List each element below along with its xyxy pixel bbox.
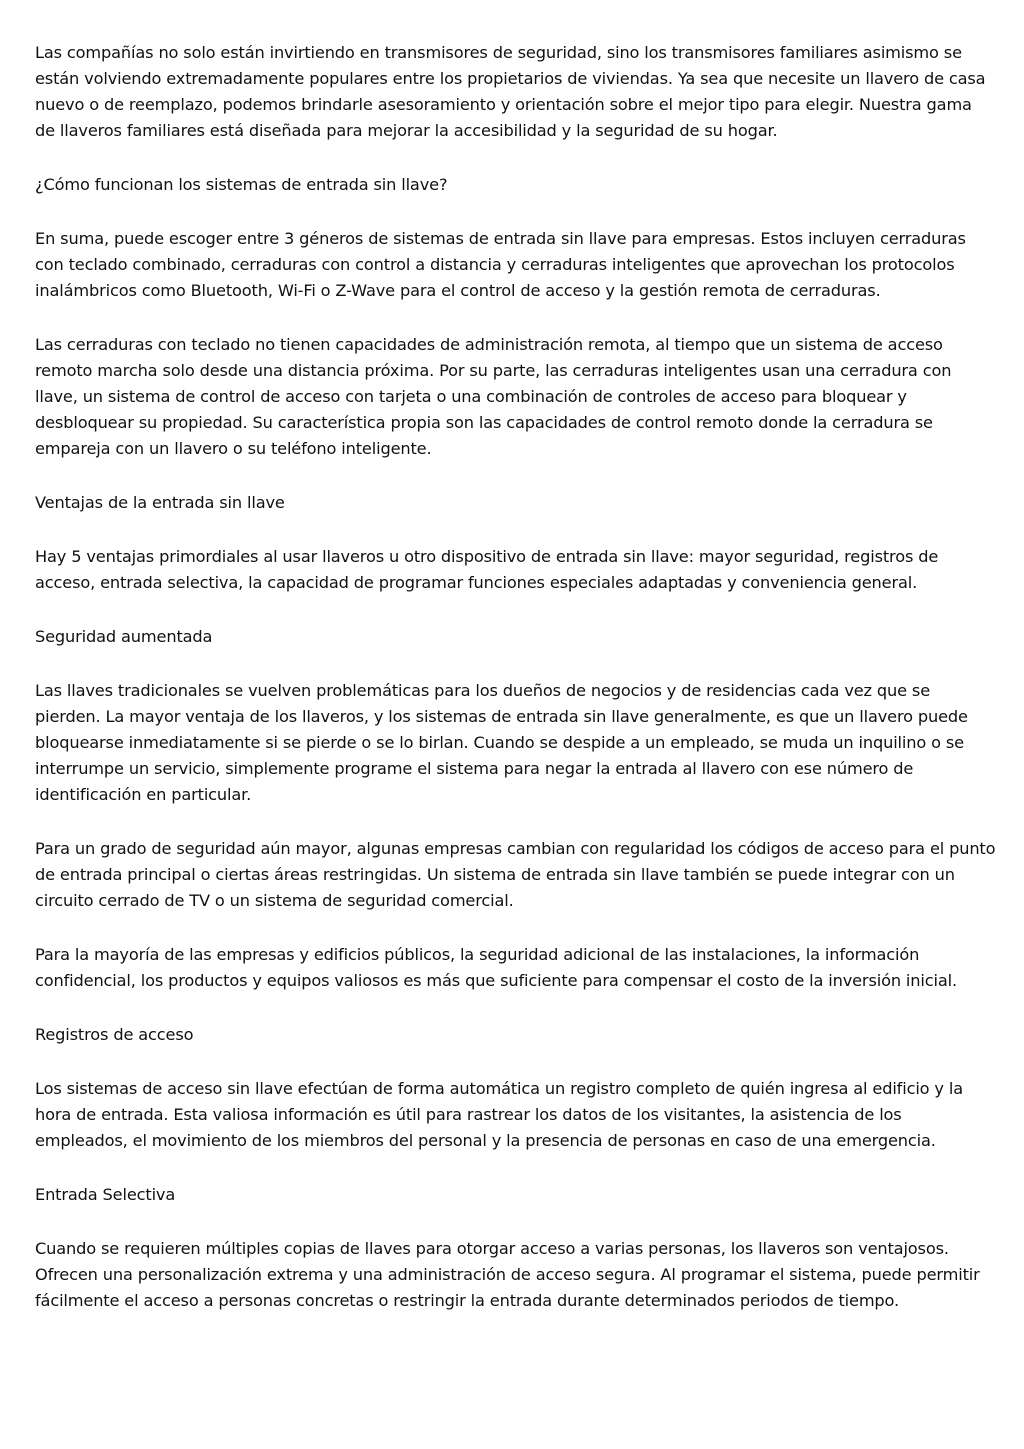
heading-increased-security: Seguridad aumentada (35, 627, 213, 646)
paragraph-intro: Las compañías no solo están invirtiendo en transmisores de seguridad, sino los transmisores familiares asimismo se están volviendo extremadamente populares entre los propietarios de viviendas. Ya sea que necesite un llavero de casa nuevo o de reemplazo, podemos brindarle asesoramiento y orientación sobre el mejor tipo para elegir. Nuestra gama de llaveros familiares está diseñada para mejorar la accesibilidad y la seguridad de su hogar. (35, 43, 986, 140)
heading-how-keyless-works: ¿Cómo funcionan los sistemas de entrada sin llave? (35, 175, 448, 194)
paragraph-keypad-vs-smart: Las cerraduras con teclado no tienen capacidades de administración remota, al tiempo que un sistema de acceso remoto marcha solo desde una distancia próxima. Por su parte, las cerraduras inteligentes usan una cerradura con llave, un sistema de control de acceso con tarjeta o una combinación de controles de acceso para bloquear y desbloquear su propiedad. Su característica propia son las capacidades de control remoto donde la cerradura se empareja con un llavero o su teléfono inteligente. (35, 335, 952, 458)
heading-advantages: Ventajas de la entrada sin llave (35, 493, 285, 512)
paragraph-access-codes: Para un grado de seguridad aún mayor, algunas empresas cambian con regularidad los códigos de acceso para el punto de entrada principal o ciertas áreas restringidas. Un sistema de entrada sin llave también se puede integrar con un circuito cerrado de TV o un sistema de seguridad comercial. (35, 839, 996, 910)
paragraph-traditional-keys: Las llaves tradicionales se vuelven problemáticas para los dueños de negocios y de residencias cada vez que se pierden. La mayor ventaja de los llaveros, y los sistemas de entrada sin llave generalmente, es que un llavero puede bloquearse inmediatamente si se pierde o se lo birlan. Cuando se despide a un empleado, se muda un inquilino o se interrumpe un servicio, simplemente programe el sistema para negar la entrada al llavero con ese número de identificación en particular. (35, 681, 968, 804)
paragraph-selective-entry: Cuando se requieren múltiples copias de llaves para otorgar acceso a varias personas, los llaveros son ventajosos. Ofrecen una personalización extrema y una administración de acceso segura. Al programar el sistema, puede permitir fácilmente el acceso a personas concretas o restringir la entrada durante determinados periodos de tiempo. (35, 1239, 980, 1310)
heading-selective-entry: Entrada Selectiva (35, 1185, 176, 1204)
paragraph-access-logs: Los sistemas de acceso sin llave efectúan de forma automática un registro completo de quién ingresa al edificio y la hora de entrada. Esta valiosa información es útil para rastrear los datos de los visitantes, la asistencia de los empleados, el movimiento de los miembros del personal y la presencia de personas en caso de una emergencia. (35, 1079, 963, 1150)
paragraph-public-buildings: Para la mayoría de las empresas y edificios públicos, la seguridad adicional de las instalaciones, la información confidencial, los productos y equipos valiosos es más que suficiente para compensar el costo de la inversión inicial. (35, 945, 957, 990)
paragraph-advantages-list: Hay 5 ventajas primordiales al usar llaveros u otro dispositivo de entrada sin llave: mayor seguridad, registros de acceso, entrada selectiva, la capacidad de programar funciones especiales adaptadas y conveniencia general. (35, 547, 939, 592)
paragraph-system-types: En suma, puede escoger entre 3 géneros de sistemas de entrada sin llave para empresas. Estos incluyen cerraduras con teclado combinado, cerraduras con control a distancia y cerraduras inteligentes que aprovechan los protocolos inalámbricos como Bluetooth, Wi-Fi o Z-Wave para el control de acceso y la gestión remota de cerraduras. (35, 229, 966, 300)
heading-access-logs: Registros de acceso (35, 1025, 194, 1044)
